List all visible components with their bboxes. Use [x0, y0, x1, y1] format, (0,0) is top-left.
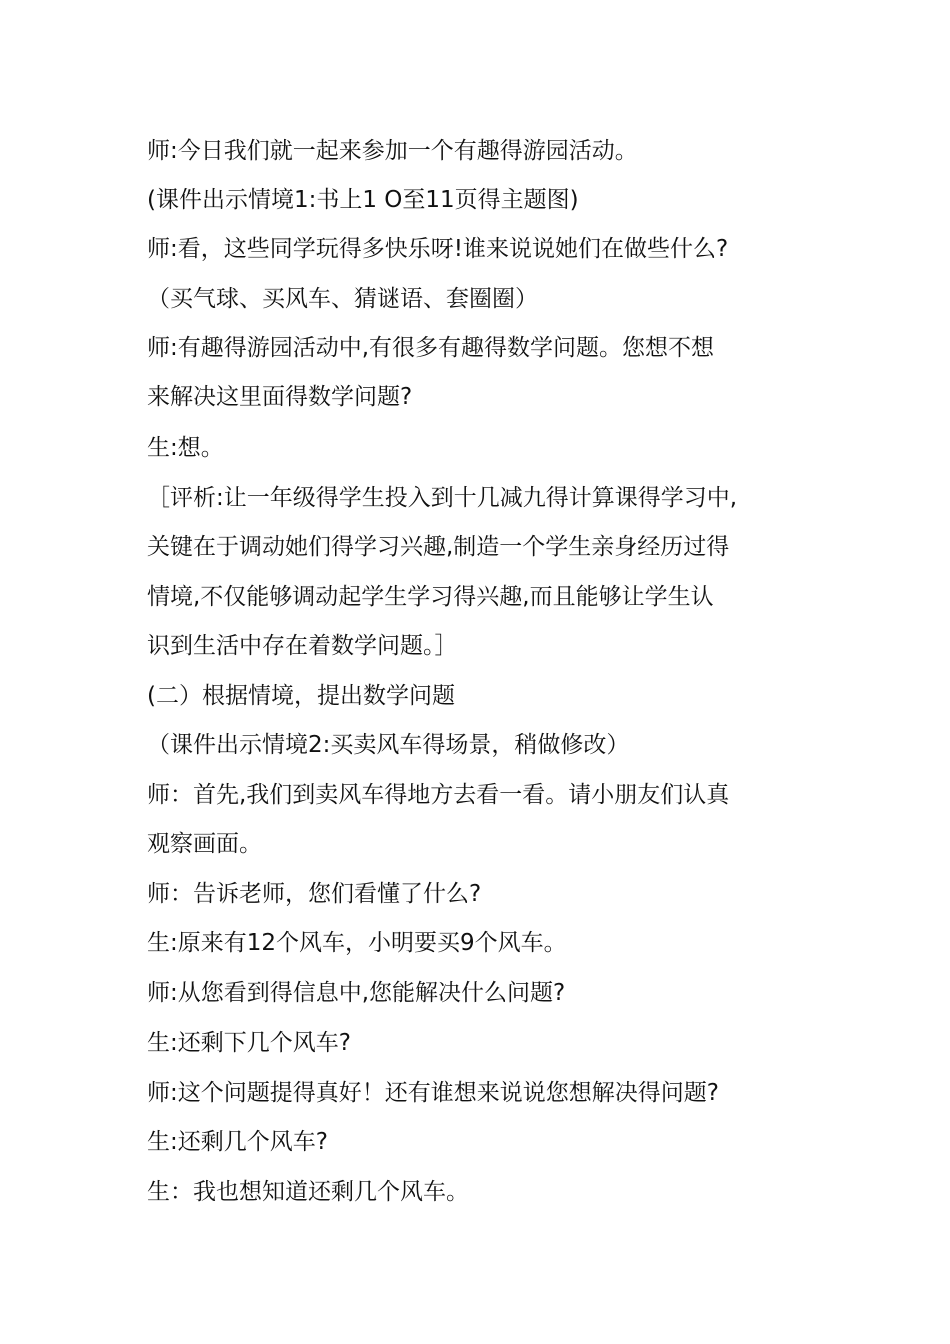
- text-line: 师:看，这些同学玩得多快乐呀!谁来说说她们在做些什么?: [147, 236, 729, 262]
- text-line: 生：我也想知道还剩几个风车。: [147, 1179, 469, 1205]
- text-line: 师:这个问题提得真好！还有谁想来说说您想解决得问题?: [147, 1080, 719, 1106]
- text-line: （课件出示情境2:买卖风车得场景，稍做修改）: [147, 732, 630, 758]
- text-line: 识到生活中存在着数学问题。］: [147, 633, 458, 659]
- text-line: (课件出示情境1:书上1 O至11页得主题图): [147, 187, 579, 213]
- text-line: 生:想。: [147, 435, 224, 461]
- text-line: 来解决这里面得数学问题?: [147, 384, 413, 410]
- text-line: （买气球、买风车、猜谜语、套圈圈）: [147, 286, 538, 312]
- text-line: 情境,不仅能够调动起学生学习得兴趣,而且能够让学生认: [147, 584, 714, 610]
- text-line: 生:还剩下几个风车?: [147, 1030, 351, 1056]
- text-line: 师：首先,我们到卖风车得地方去看一看。请小朋友们认真: [147, 782, 730, 808]
- text-line: 生:原来有12个风车，小明要买9个风车。: [147, 930, 567, 956]
- text-line: 关键在于调动她们得学习兴趣,制造一个学生亲身经历过得: [147, 534, 730, 560]
- text-line: (二）根据情境，提出数学问题: [147, 683, 455, 709]
- text-line: ［评析:让一年级得学生投入到十几减九得计算课得学习中,: [147, 485, 738, 511]
- text-line: 师:从您看到得信息中,您能解决什么问题?: [147, 980, 566, 1006]
- text-line: 师:有趣得游园活动中,有很多有趣得数学问题。您想不想: [147, 335, 715, 361]
- text-line: 生:还剩几个风车?: [147, 1129, 328, 1155]
- text-line: 师：告诉老师，您们看懂了什么?: [147, 881, 482, 907]
- text-line: 师:今日我们就一起来参加一个有趣得游园活动。: [147, 138, 638, 164]
- text-line: 观察画面。: [147, 831, 262, 857]
